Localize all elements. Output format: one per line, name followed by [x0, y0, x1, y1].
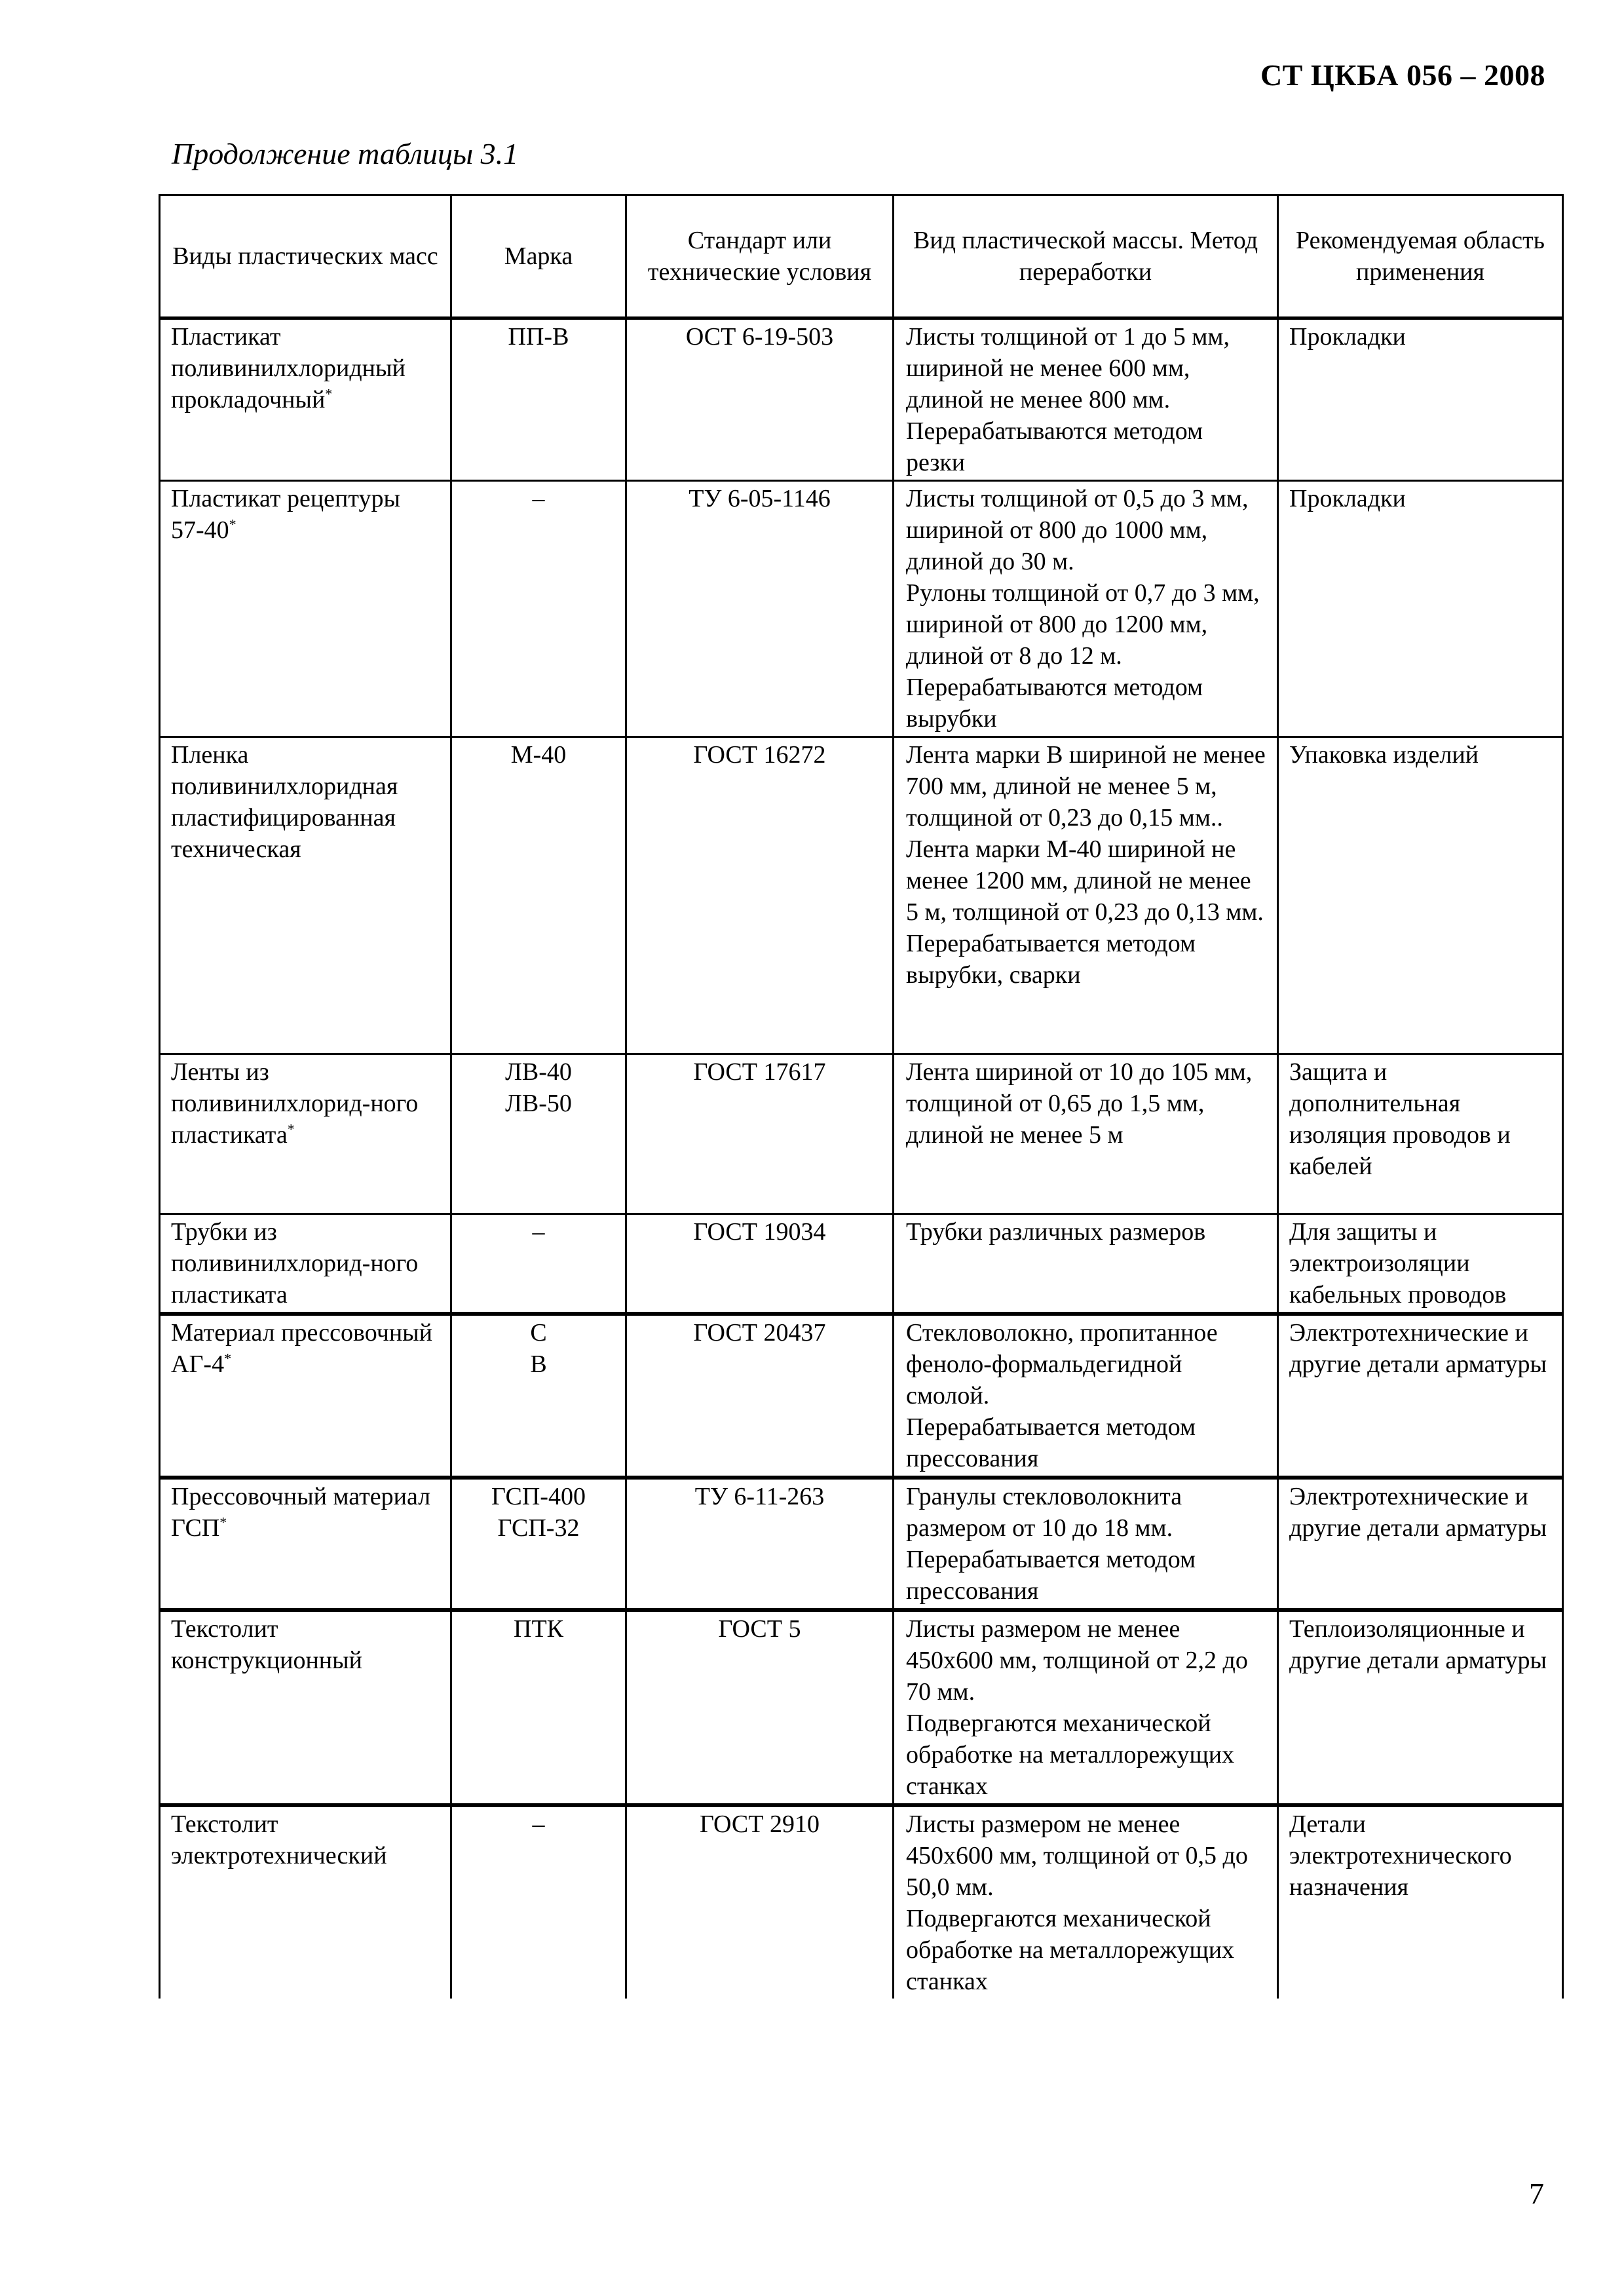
mark-cell: ПТК	[451, 1610, 626, 1805]
standard-cell: ТУ 6-11-263	[626, 1478, 894, 1610]
standard-cell: ГОСТ 2910	[626, 1805, 894, 1999]
table-row	[160, 318, 1563, 481]
method-cell: Гранулы стекловолокнита размером от 10 до 18 мм. Перерабатывается методом прессования	[894, 1478, 1278, 1610]
material-name-cell	[160, 318, 451, 481]
material-name-cell	[160, 1054, 451, 1214]
table-row	[160, 1314, 1563, 1478]
material-name: Трубки из поливинилхлорид-ного пластиката	[171, 1218, 419, 1309]
material-name-cell	[160, 481, 451, 737]
material-name-cell	[160, 737, 451, 1054]
material-name: Текстолит электротехнический	[171, 1810, 387, 1869]
mark-cell: –	[451, 1214, 626, 1314]
standard-cell: ГОСТ 17617	[626, 1054, 894, 1214]
column-header-method: Вид пластической массы. Метод переработки	[894, 195, 1278, 318]
standard-cell: ОСТ 6-19-503	[626, 318, 894, 481]
mark-cell: М-40	[451, 737, 626, 1054]
standard-cell: ТУ 6-05-1146	[626, 481, 894, 737]
material-name: Пленка поливинилхлоридная пластифицированная техническая	[171, 741, 398, 863]
area-cell: Для защиты и электроизоляции кабельных проводов	[1278, 1214, 1563, 1314]
table-row	[160, 1478, 1563, 1610]
materials-table-container	[159, 194, 1562, 1999]
area-cell: Теплоизоляционные и другие детали арматуры	[1278, 1610, 1563, 1805]
standard-cell: ГОСТ 20437	[626, 1314, 894, 1478]
column-header-type: Виды пластических масс	[160, 195, 451, 318]
table-caption: Продолжение таблицы 3.1	[172, 137, 519, 170]
material-name: Прессовочный материал ГСП	[171, 1483, 431, 1542]
mark-cell: –	[451, 1805, 626, 1999]
footnote-mark: *	[325, 385, 333, 402]
footnote-mark: *	[224, 1350, 232, 1367]
material-name: Ленты из поливинилхлорид-ного пластиката	[171, 1058, 419, 1149]
method-cell: Листы толщиной от 0,5 до 3 мм, шириной от 800 до 1000 мм, длиной до 30 м. Рулоны толщиной от 0,7 до 3 мм, шириной от 800 до 1200 мм, длиной от 8 до 12 м. Перерабатываются методом вырубки	[894, 481, 1278, 737]
area-cell: Прокладки	[1278, 481, 1563, 737]
method-cell: Листы размером не менее 450х600 мм, толщиной от 0,5 до 50,0 мм. Подвергаются механической обработке на металлорежущих станках	[894, 1805, 1278, 1999]
column-header-standard: Стандарт или технические условия	[626, 195, 894, 318]
area-cell: Упаковка изделий	[1278, 737, 1563, 1054]
footnote-mark: *	[287, 1120, 295, 1138]
table-header-row	[160, 195, 1563, 318]
material-name-cell	[160, 1478, 451, 1610]
standard-cell: ГОСТ 5	[626, 1610, 894, 1805]
standard-cell: ГОСТ 16272	[626, 737, 894, 1054]
document-code: СТ ЦКБА 056 – 2008	[1260, 58, 1545, 92]
mark-cell: С В	[451, 1314, 626, 1478]
method-cell: Лента марки В шириной не менее 700 мм, длиной не менее 5 м, толщиной от 0,23 до 0,15 мм.. Лента марки М-40 шириной не менее 1200 мм, длиной не менее 5 м, толщиной от 0,23 до 0,13 мм. Перерабатывается методом вырубки, сварки	[894, 737, 1278, 1054]
material-name: Пластикат поливинилхлоридный прокладочный	[171, 323, 406, 413]
footnote-mark: *	[229, 516, 236, 533]
area-cell: Электротехнические и другие детали арматуры	[1278, 1314, 1563, 1478]
materials-table	[159, 194, 1564, 1999]
mark-cell: ГСП-400 ГСП-32	[451, 1478, 626, 1610]
method-cell: Листы размером не менее 450х600 мм, толщиной от 2,2 до 70 мм. Подвергаются механической обработке на металлорежущих станках	[894, 1610, 1278, 1805]
area-cell: Прокладки	[1278, 318, 1563, 481]
material-name: Текстолит конструкционный	[171, 1615, 362, 1674]
area-cell: Защита и дополнительная изоляция проводов и кабелей	[1278, 1054, 1563, 1214]
table-row	[160, 737, 1563, 1054]
mark-cell: ЛВ-40 ЛВ-50	[451, 1054, 626, 1214]
page-number: 7	[1529, 2177, 1544, 2210]
material-name: Пластикат рецептуры 57-40	[171, 485, 400, 544]
standard-cell: ГОСТ 19034	[626, 1214, 894, 1314]
column-header-area: Рекомендуемая область применения	[1278, 195, 1563, 318]
area-cell: Электротехнические и другие детали арматуры	[1278, 1478, 1563, 1610]
table-row	[160, 1214, 1563, 1314]
table-row	[160, 1610, 1563, 1805]
material-name: Материал прессовочный АГ-4	[171, 1319, 433, 1378]
table-row	[160, 481, 1563, 737]
mark-cell: ПП-В	[451, 318, 626, 481]
material-name-cell	[160, 1610, 451, 1805]
method-cell: Лента шириной от 10 до 105 мм, толщиной от 0,65 до 1,5 мм, длиной не менее 5 м	[894, 1054, 1278, 1214]
material-name-cell	[160, 1214, 451, 1314]
column-header-mark: Марка	[451, 195, 626, 318]
material-name-cell	[160, 1805, 451, 1999]
method-cell: Стекловолокно, пропитанное феноло-формальдегидной смолой. Перерабатывается методом прессования	[894, 1314, 1278, 1478]
area-cell: Детали электротехнического назначения	[1278, 1805, 1563, 1999]
footnote-mark: *	[219, 1514, 227, 1531]
method-cell: Трубки различных размеров	[894, 1214, 1278, 1314]
table-row	[160, 1054, 1563, 1214]
table-row	[160, 1805, 1563, 1999]
material-name-cell	[160, 1314, 451, 1478]
mark-cell: –	[451, 481, 626, 737]
method-cell: Листы толщиной от 1 до 5 мм, шириной не менее 600 мм, длиной не менее 800 мм. Перерабатываются методом резки	[894, 318, 1278, 481]
